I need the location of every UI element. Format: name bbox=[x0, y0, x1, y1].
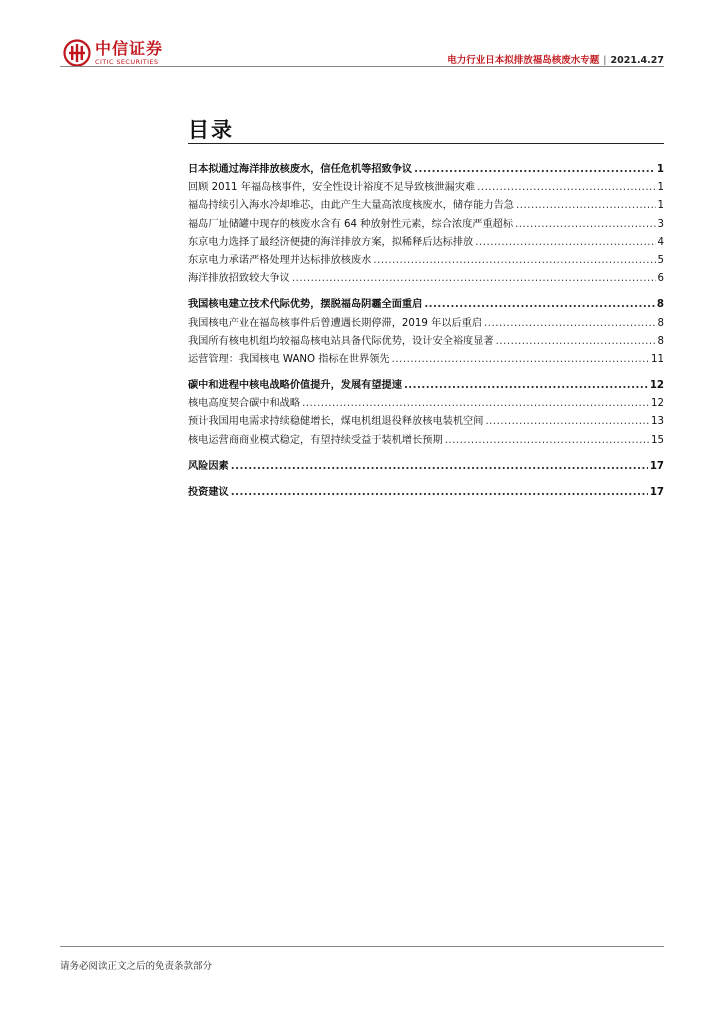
toc-entry[interactable] bbox=[188, 412, 664, 430]
toc-entry[interactable] bbox=[188, 314, 664, 332]
page-header bbox=[0, 0, 724, 70]
toc-section-entry[interactable] bbox=[188, 160, 664, 178]
toc-heading: 目录 bbox=[188, 118, 234, 142]
toc-leader-dots bbox=[302, 398, 649, 409]
toc-entry-title: 回顾 2011 年福岛核事件，安全性设计裕度不足导致核泄漏灾难 bbox=[188, 182, 476, 194]
table-of-contents bbox=[188, 160, 664, 501]
toc-heading-rule bbox=[188, 143, 664, 144]
toc-entry-title: 预计我国用电需求持续稳健增长，煤电机组退役释放核电装机空间 bbox=[188, 416, 484, 428]
toc-leader-dots bbox=[292, 273, 656, 284]
toc-entry-page: 1 bbox=[657, 200, 664, 212]
report-date: 2021.4.27 bbox=[610, 55, 664, 66]
toc-section-entry[interactable] bbox=[188, 295, 664, 313]
toc-entry[interactable] bbox=[188, 215, 664, 233]
toc-entry-title: 核电高度契合碳中和战略 bbox=[188, 398, 301, 410]
toc-leader-dots bbox=[477, 182, 655, 193]
toc-entry-title: 日本拟通过海洋排放核废水，信任危机等招致争议 bbox=[188, 164, 413, 175]
toc-section-entry[interactable] bbox=[188, 457, 664, 475]
report-title: 电力行业日本拟排放福岛核废水专题 bbox=[447, 55, 600, 66]
section-gap bbox=[188, 287, 664, 295]
toc-leader-dots bbox=[414, 164, 655, 175]
toc-entry-page: 1 bbox=[656, 164, 664, 175]
toc-leader-dots bbox=[475, 237, 655, 248]
toc-entry-title: 我国核电建立技术代际优势，摆脱福岛阴霾全面重启 bbox=[188, 299, 423, 311]
toc-entry[interactable] bbox=[188, 394, 664, 412]
toc-entry[interactable] bbox=[188, 251, 664, 269]
toc-entry[interactable] bbox=[188, 431, 664, 449]
toc-entry-title: 投资建议 bbox=[188, 487, 229, 498]
toc-leader-dots bbox=[516, 200, 656, 211]
section-gap bbox=[188, 475, 664, 483]
toc-entry-page: 15 bbox=[651, 434, 664, 446]
toc-leader-dots bbox=[484, 318, 655, 329]
toc-entry-page: 12 bbox=[651, 398, 664, 410]
toc-leader-dots bbox=[231, 487, 648, 498]
toc-entry[interactable] bbox=[188, 332, 664, 350]
toc-entry-page: 8 bbox=[656, 299, 664, 311]
toc-leader-dots bbox=[515, 219, 655, 230]
toc-section-entry[interactable] bbox=[188, 483, 664, 501]
toc-entry-page: 3 bbox=[657, 218, 664, 230]
toc-leader-dots bbox=[392, 354, 649, 365]
section-gap bbox=[188, 449, 664, 457]
toc-entry[interactable] bbox=[188, 269, 664, 287]
toc-entry-title: 碳中和进程中核电战略价值提升，发展有望提速 bbox=[188, 380, 402, 392]
toc-entry-title: 我国核电产业在福岛核事件后曾遭遇长期停滞，2019 年以后重启 bbox=[188, 317, 483, 329]
footer-disclaimer: 请务必阅读正文之后的免责条款部分 bbox=[60, 961, 213, 972]
toc-section-entry[interactable] bbox=[188, 376, 664, 394]
toc-entry-title: 东京电力承诺严格处理并达标排放核废水 bbox=[188, 254, 372, 266]
toc-entry[interactable] bbox=[188, 350, 664, 368]
toc-entry-title: 海洋排放招致较大争议 bbox=[188, 273, 290, 285]
header-report-info bbox=[447, 52, 664, 66]
toc-entry-title: 福岛持续引入海水冷却堆芯，由此产生大量高浓度核废水，储存能力告急 bbox=[188, 200, 514, 212]
citic-logo-icon bbox=[63, 39, 91, 67]
toc-entry-title: 我国所有核电机组均较福岛核电站具备代际优势，设计安全裕度显著 bbox=[188, 335, 494, 347]
toc-entry[interactable] bbox=[188, 196, 664, 214]
header-separator: | bbox=[603, 55, 607, 66]
logo-chinese-name: 中信证券 bbox=[95, 38, 164, 58]
toc-leader-dots bbox=[404, 380, 648, 391]
toc-entry-title: 运营管理：我国核电 WANO 指标在世界领先 bbox=[188, 353, 390, 365]
toc-entry-title: 福岛厂址储罐中现存的核废水含有 64 种放射性元素，综合浓度严重超标 bbox=[188, 218, 514, 230]
toc-entry-page: 4 bbox=[657, 236, 664, 248]
toc-entry-page: 17 bbox=[649, 487, 664, 498]
toc-leader-dots bbox=[496, 336, 656, 347]
toc-entry-page: 6 bbox=[657, 273, 664, 285]
logo-english-name: CITIC SECURITIES bbox=[95, 57, 159, 66]
toc-leader-dots bbox=[424, 299, 655, 310]
toc-entry-page: 1 bbox=[657, 182, 664, 194]
toc-leader-dots bbox=[373, 255, 655, 266]
toc-leader-dots bbox=[485, 416, 649, 427]
toc-entry[interactable] bbox=[188, 178, 664, 196]
toc-entry-page: 12 bbox=[649, 380, 664, 392]
citic-securities-logo bbox=[63, 38, 163, 68]
toc-leader-dots bbox=[231, 461, 648, 472]
toc-entry-page: 11 bbox=[651, 353, 664, 365]
section-gap bbox=[188, 368, 664, 376]
toc-entry-title: 风险因素 bbox=[188, 460, 229, 472]
toc-entry-title: 东京电力选择了最经济便捷的海洋排放方案，拟稀释后达标排放 bbox=[188, 236, 474, 248]
toc-entry[interactable] bbox=[188, 233, 664, 251]
toc-entry-page: 8 bbox=[657, 317, 664, 329]
toc-entry-page: 5 bbox=[657, 254, 664, 266]
toc-entry-page: 8 bbox=[657, 335, 664, 347]
header-divider bbox=[60, 66, 664, 67]
footer-divider bbox=[60, 946, 664, 947]
toc-entry-page: 13 bbox=[651, 416, 664, 428]
toc-entry-page: 17 bbox=[649, 460, 664, 472]
toc-entry-title: 核电运营商商业模式稳定，有望持续受益于装机增长预期 bbox=[188, 434, 443, 446]
toc-leader-dots bbox=[445, 435, 649, 446]
